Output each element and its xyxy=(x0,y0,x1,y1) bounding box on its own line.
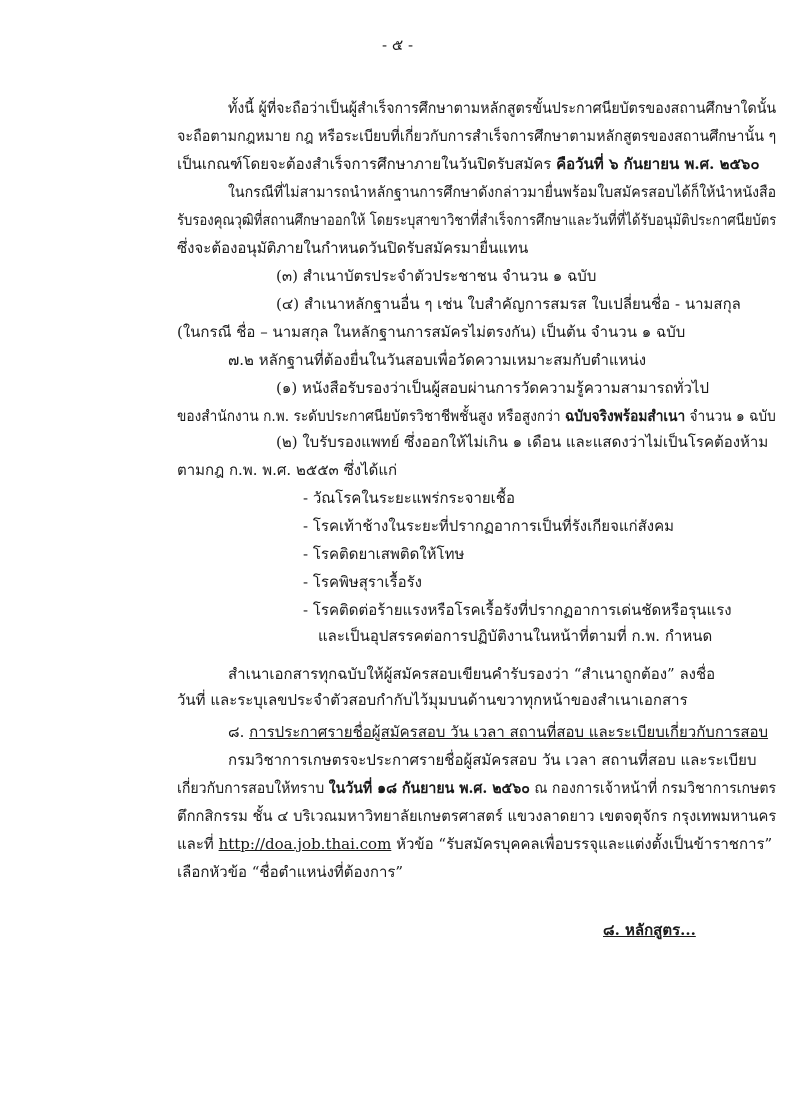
text-line: (๒) ใบรับรองแพทย์ ซึ่งออกให้ไม่เกิน ๑ เดือน และแสดงว่าไม่เป็นโรคต้องห้าม xyxy=(276,433,769,451)
text-segment: หัวข้อ “รับสมัครบุคคลเพื่อบรรจุและแต่งตั้งเป็นข้าราชการ” xyxy=(391,835,773,853)
section-title: การประกาศรายชื่อผู้สมัครสอบ วัน เวลา สถานที่สอบ และระเบียบเกี่ยวกับการสอบ xyxy=(249,723,769,741)
list-item: - โรคติดยาเสพติดให้โทษ xyxy=(303,545,465,563)
text-segment: ณ กองการเจ้าหน้าที่ กรมวิชาการเกษตร xyxy=(529,779,777,797)
text-segment: เกี่ยวกับการสอบให้ทราบ xyxy=(177,779,329,797)
list-item: - โรคพิษสุราเรื้อรัง xyxy=(303,573,422,591)
section-heading xyxy=(228,722,768,742)
text-line xyxy=(177,406,776,426)
text-segment: เป็นเกณฑ์โดยจะต้องสำเร็จการศึกษาภายในวันปิดรับสมัคร xyxy=(177,155,557,173)
list-item-continuation: และเป็นอุปสรรคต่อการปฏิบัติงานในหน้าที่ตามที่ ก.พ. กำหนด xyxy=(318,627,713,645)
list-item: - โรคติดต่อร้ายแรงหรือโรคเรื้อรังที่ปรากฏอาการเด่นชัดหรือรุนแรง xyxy=(303,601,732,619)
text-segment: และที่ xyxy=(177,835,219,853)
next-page-marker: ๘. หลักสูตร... xyxy=(603,921,696,939)
page-number: - ๕ - xyxy=(382,36,414,54)
text-line xyxy=(177,778,776,798)
text-line: (๑) หนังสือรับรองว่าเป็นผู้สอบผ่านการวัดความรู้ความสามารถทั่วไป xyxy=(276,379,710,397)
text-line: ทั้งนี้ ผู้ที่จะถือว่าเป็นผู้สำเร็จการศึกษาตามหลักสูตรขั้นประกาศนียบัตรของสถานศึกษาใดนั้น xyxy=(228,99,777,117)
text-line xyxy=(177,834,772,854)
website-link[interactable]: http://doa.job.thai.com xyxy=(218,835,392,853)
text-line: (ในกรณี ชื่อ – นามสกุล ในหลักฐานการสมัครไม่ตรงกัน) เป็นต้น จำนวน ๑ ฉบับ xyxy=(177,323,686,341)
section-number: ๘. xyxy=(228,723,250,741)
text-line: เลือกหัวข้อ “ชื่อตำแหน่งที่ต้องการ” xyxy=(177,863,404,881)
text-line: ในกรณีที่ไม่สามารถนำหลักฐานการศึกษาดังกล่าวมายื่นพร้อมใบสมัครสอบได้ก็ให้นำหนังสือ xyxy=(228,183,777,201)
text-line: รับรองคุณวุฒิที่สถานศึกษาออกให้ โดยระบุสาขาวิชาที่สำเร็จการศึกษาและวันที่ที่ได้รับอนุมัติประกาศนียบัตร xyxy=(177,211,777,229)
text-line: วันที่ และระบุเลขประจำตัวสอบกำกับไว้มุมบนด้านขวาทุกหน้าของสำเนาเอกสาร xyxy=(177,691,688,709)
text-line: ซึ่งจะต้องอนุมัติภายในกำหนดวันปิดรับสมัครมายื่นแทน xyxy=(177,239,529,257)
text-line: ตึกกสิกรรม ชั้น ๔ บริเวณมหาวิทยาลัยเกษตรศาสตร์ แขวงลาดยาว เขตจตุจักร กรุงเทพมหานคร xyxy=(177,807,777,825)
section-heading: ๗.๒ หลักฐานที่ต้องยื่นในวันสอบเพื่อวัดความเหมาะสมกับตำแหน่ง xyxy=(228,351,647,369)
text-segment: จำนวน ๑ ฉบับ xyxy=(685,407,776,425)
list-item: - วัณโรคในระยะแพร่กระจายเชื้อ xyxy=(303,489,515,507)
closing-date: คือวันที่ ๖ กันยายน พ.ศ. ๒๕๖๐ xyxy=(556,155,760,173)
text-line xyxy=(177,154,760,174)
text-line: สำเนาเอกสารทุกฉบับให้ผู้สมัครสอบเขียนคำรับรองว่า “สำเนาถูกต้อง” ลงชื่อ xyxy=(228,665,716,683)
text-line: กรมวิชาการเกษตรจะประกาศรายชื่อผู้สมัครสอบ วัน เวลา สถานที่สอบ และระเบียบ xyxy=(228,751,757,769)
text-line: จะถือตามกฎหมาย กฎ หรือระเบียบที่เกี่ยวกับการสำเร็จการศึกษาตามหลักสูตรของสถานศึกษานั้น ๆ xyxy=(177,127,777,145)
list-item: - โรคเท้าช้างในระยะที่ปรากฏอาการเป็นที่รังเกียจแก่สังคม xyxy=(303,517,675,535)
text-line: (๔) สำเนาหลักฐานอื่น ๆ เช่น ใบสำคัญการสมรส ใบเปลี่ยนชื่อ - นามสกุล xyxy=(276,295,741,313)
text-line: ตามกฎ ก.พ. พ.ศ. ๒๕๕๓ ซึ่งได้แก่ xyxy=(177,461,398,479)
announcement-date: ในวันที่ ๑๘ กันยายน พ.ศ. ๒๕๖๐ xyxy=(328,779,530,797)
text-segment: ของสำนักงาน ก.พ. ระดับประกาศนียบัตรวิชาชีพชั้นสูง หรือสูงกว่า xyxy=(177,407,565,425)
emphasis-text: ฉบับจริงพร้อมสำเนา xyxy=(564,407,686,425)
list-item: (๓) สำเนาบัตรประจำตัวประชาชน จำนวน ๑ ฉบับ xyxy=(276,267,597,285)
